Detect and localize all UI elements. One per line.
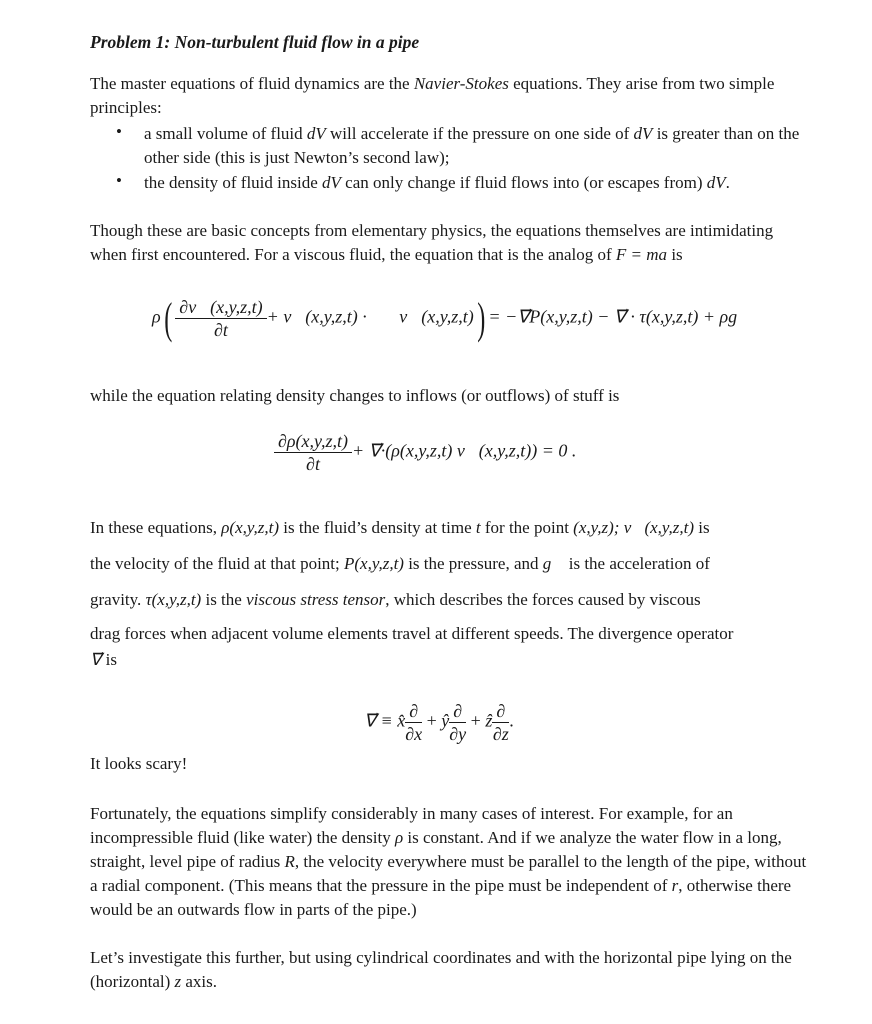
dv-symbol: dV — [633, 124, 653, 143]
left-paren: ( — [163, 293, 172, 343]
bullet-marker: • — [116, 171, 122, 190]
intro-text: The master equations of fluid dynamics are the — [90, 74, 414, 93]
bullet2-text-mid: can only change if fluid flows into (or escapes from) — [340, 173, 707, 192]
bullet-marker: • — [116, 122, 122, 141]
z-symbol: z — [174, 972, 182, 991]
analog-text: Though these are basic concepts from elementary physics, the equations themselves are intimidating when first encountered. For a viscous fluid, the equation that is the analog of — [90, 221, 774, 264]
time-derivative-fraction — [175, 296, 266, 341]
cylindrical-text-end: axis. — [181, 972, 218, 991]
def-text: gravity. — [90, 590, 146, 609]
navier-stokes-term: Navier-Stokes — [413, 74, 509, 93]
simplification-text: , otherwise there would be an outwards flow in parts of the pipe.) — [90, 876, 792, 919]
def-text: is — [101, 650, 117, 669]
plus-sign: + — [426, 710, 437, 731]
gravity-vector: g⃗ — [542, 554, 565, 573]
continuity-equation — [274, 430, 576, 475]
bullet1-text: a small volume of fluid — [144, 124, 307, 143]
pressure-function: P(x,y,z,t) — [344, 554, 404, 573]
partial-y-fraction — [449, 700, 466, 745]
nabla-definition-equation — [364, 700, 514, 745]
def-text: , which describes the forces caused by viscous — [385, 590, 701, 609]
plus-sign: + — [470, 710, 481, 731]
def-text: is — [694, 518, 710, 537]
y-hat: ŷ — [441, 710, 450, 731]
definitions-line-4: drag forces when adjacent volume elements travel at different speeds. The divergence operator — [90, 624, 734, 643]
nabla-symbol: ∇⃗ — [90, 650, 102, 669]
right-paren: ) — [477, 293, 486, 343]
bullet1-text-mid: will accelerate if the pressure on one side of — [325, 124, 634, 143]
rho-symbol: ρ — [394, 828, 404, 847]
simplification-text: Fortunately, the equations simplify considerably in many cases of interest. For example, for an incompressible fluid (like water) the density — [90, 804, 733, 847]
fraction-denominator: ∂t — [306, 454, 320, 474]
r-symbol: r — [671, 876, 679, 895]
analog-paragraph — [90, 219, 810, 267]
partial-y: ∂y — [449, 724, 467, 744]
viscous-stress-tensor-term: viscous stress tensor — [246, 590, 386, 609]
navier-stokes-equation — [152, 293, 752, 343]
definitions-line-1 — [90, 518, 810, 538]
bullet1-text-end: is greater than on the other side (this is just Newton’s second law); — [144, 124, 800, 167]
intro-text-end: equations. They arise from two simple principles: — [90, 74, 775, 117]
analog-text-end: is — [667, 245, 683, 264]
partial-symbol: ∂ — [405, 700, 422, 723]
fraction-denominator: ∂t — [214, 320, 228, 340]
def-text: is the — [201, 590, 247, 609]
simplification-text: , the velocity everywhere must be parallel to the length of the pipe, without a radial component. (This means that the pressure in the pipe must be independent of — [90, 852, 807, 895]
bullet2-text-end: . — [725, 173, 730, 192]
def-text: is the fluid’s density at time — [278, 518, 476, 537]
dv-symbol: dV — [322, 173, 341, 192]
partial-symbol: ∂ — [492, 700, 509, 723]
f-equals-ma: F = ma — [615, 245, 668, 264]
cylindrical-text: Let’s investigate this further, but using cylindrical coordinates and with the horizontal pipe lying on the (horizontal) — [90, 948, 792, 991]
fraction-numerator: ∂ρ(x,y,z,t) — [274, 430, 352, 453]
radius-symbol: R — [284, 852, 295, 871]
dv-symbol: dV — [706, 173, 726, 192]
dv-symbol: dV — [306, 124, 326, 143]
convective-term: + v⃗(x,y,z,t) · ∇⃗v⃗(x,y,z,t) — [266, 306, 474, 327]
period: . — [509, 710, 514, 731]
fraction-numerator: ∂v⃗(x,y,z,t) — [175, 296, 266, 319]
rho-symbol: ρ — [152, 306, 161, 327]
z-hat: ẑ — [485, 710, 493, 731]
density-function: ρ(x,y,z,t) — [221, 518, 279, 537]
continuity-intro: while the equation relating density changes to inflows (or outflows) of stuff is — [90, 386, 620, 405]
definitions-line-3 — [90, 590, 810, 610]
divergence-term: + ∇⃗·(ρ(x,y,z,t) v⃗(x,y,z,t)) = 0 . — [352, 440, 577, 461]
nabla-lhs: ∇⃗ ≡ — [364, 710, 398, 731]
time-symbol: t — [475, 518, 481, 537]
def-text: is the acceleration of — [564, 554, 710, 573]
def-text: is the pressure, and — [403, 554, 543, 573]
def-text: for the point — [480, 518, 574, 537]
equation-rhs: = −∇⃗P(x,y,z,t) − ∇⃗ · τ(x,y,z,t) + ρg⃗ — [488, 306, 752, 327]
definitions-line-5 — [90, 650, 810, 670]
scary-remark: It looks scary! — [90, 754, 188, 773]
point-coordinates: (x,y,z); — [573, 518, 620, 537]
intro-paragraph — [90, 72, 810, 120]
density-derivative-fraction — [274, 430, 352, 475]
simplification-paragraph — [90, 802, 810, 922]
partial-x-fraction — [405, 700, 422, 745]
problem-title: Problem 1: Non-turbulent fluid flow in a pipe — [90, 32, 420, 52]
partial-x: ∂x — [405, 724, 423, 744]
stress-tensor-function: τ(x,y,z,t) — [145, 590, 202, 609]
def-text: In these equations, — [90, 518, 222, 537]
bullet2-text: the density of fluid inside — [144, 173, 323, 192]
bullet-item-2 — [144, 171, 812, 195]
partial-z-fraction — [492, 700, 509, 745]
partial-z: ∂z — [492, 724, 509, 744]
partial-symbol: ∂ — [449, 700, 466, 723]
x-hat: x̂ — [397, 710, 406, 731]
def-text: the velocity of the fluid at that point; — [90, 554, 344, 573]
definitions-line-2 — [90, 554, 810, 574]
bullet-item-1 — [144, 122, 812, 170]
cylindrical-paragraph — [90, 946, 810, 994]
simplification-text: is constant. And if we analyze the water flow in a long, straight, level pipe of radius — [90, 828, 782, 871]
velocity-function: v⃗(x,y,z,t) — [623, 518, 695, 537]
